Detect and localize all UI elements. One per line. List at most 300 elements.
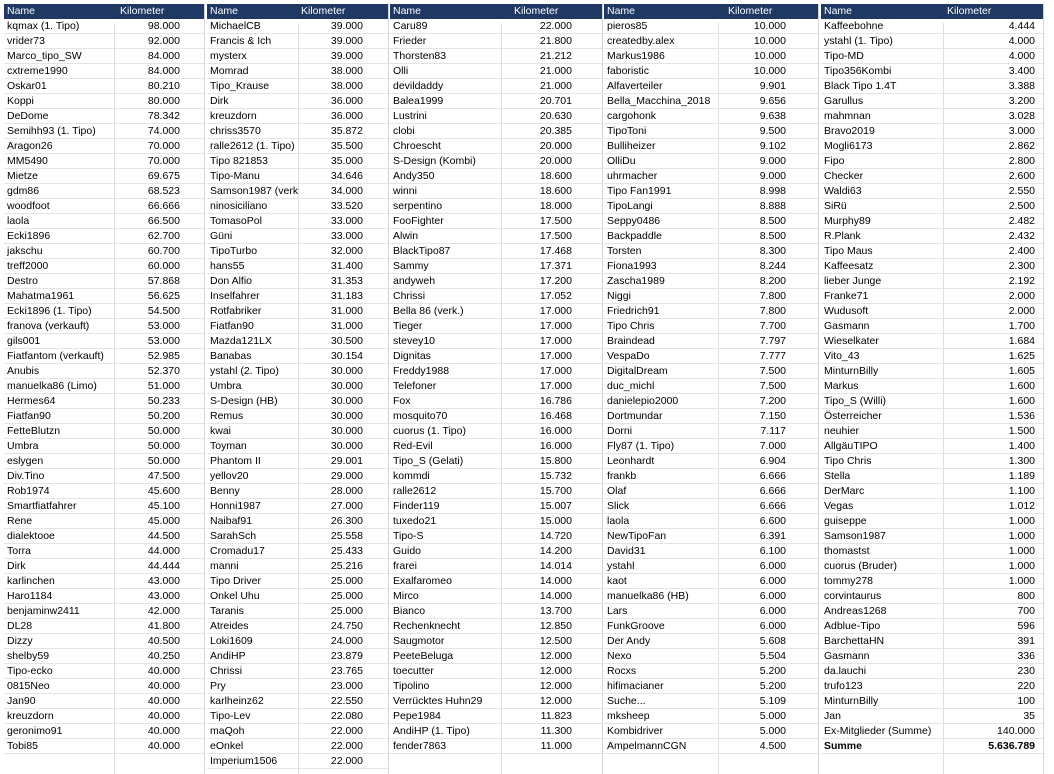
cell-name[interactable]: Tipolino — [393, 680, 430, 692]
cell-km[interactable]: 31.000 — [330, 305, 363, 317]
cell-name[interactable]: Saugmotor — [393, 635, 445, 647]
cell-name[interactable]: 0815Neo — [7, 680, 50, 692]
cell-name[interactable]: Rene — [7, 515, 33, 527]
table-row[interactable] — [207, 544, 388, 559]
cell-km[interactable]: 18.000 — [539, 200, 572, 212]
table-row[interactable] — [4, 154, 204, 169]
cell-name[interactable]: laola — [607, 515, 630, 527]
cell-km[interactable]: 1.536 — [1008, 410, 1035, 422]
cell-km[interactable]: 5.608 — [759, 635, 786, 647]
table-row[interactable] — [207, 664, 388, 679]
cell-name[interactable]: kaot — [607, 575, 627, 587]
cell-km[interactable]: 44.000 — [147, 545, 180, 557]
table-row[interactable] — [4, 604, 204, 619]
table-row[interactable] — [4, 289, 204, 304]
cell-km[interactable]: 100 — [1017, 695, 1035, 707]
table-row[interactable] — [390, 64, 602, 79]
cell-km[interactable]: 31.183 — [330, 290, 363, 302]
cell-km[interactable]: 2.550 — [1008, 185, 1035, 197]
cell-name[interactable]: Don Alfio — [210, 275, 253, 287]
table-row[interactable] — [604, 334, 818, 349]
cell-km[interactable]: 30.000 — [330, 440, 363, 452]
cell-km[interactable]: 9.102 — [759, 140, 786, 152]
cell-name[interactable]: ninosiciliano — [210, 200, 268, 212]
cell-km[interactable]: 6.100 — [759, 545, 786, 557]
cell-km[interactable]: 22.080 — [330, 710, 363, 722]
cell-name[interactable]: manni — [210, 560, 239, 572]
cell-name[interactable]: Stella — [824, 470, 851, 482]
cell-name[interactable]: AllgäuTIPO — [824, 440, 878, 452]
table-row[interactable] — [390, 94, 602, 109]
cell-name[interactable]: Dorni — [607, 425, 633, 437]
cell-km[interactable]: 7.700 — [759, 320, 786, 332]
cell-km[interactable]: 21.800 — [539, 35, 572, 47]
table-row[interactable] — [604, 739, 818, 754]
cell-km[interactable]: 6.600 — [759, 515, 786, 527]
cell-name[interactable]: Inselfahrer — [210, 290, 260, 302]
cell-name[interactable]: TipoLangi — [607, 200, 653, 212]
cell-name[interactable]: Gasmann — [824, 650, 870, 662]
table-row[interactable] — [4, 79, 204, 94]
table-row[interactable] — [4, 619, 204, 634]
table-row[interactable] — [4, 724, 204, 739]
cell-name[interactable]: Rocxs — [607, 665, 637, 677]
cell-name[interactable]: Bella 86 (verk.) — [393, 305, 464, 317]
table-row[interactable] — [390, 184, 602, 199]
cell-name[interactable]: mosquito70 — [393, 410, 448, 422]
cell-km[interactable]: 52.370 — [147, 365, 180, 377]
cell-name[interactable]: Seppy0486 — [607, 215, 661, 227]
table-row[interactable] — [604, 184, 818, 199]
cell-name[interactable]: Summe — [824, 740, 862, 752]
cell-km[interactable]: 2.192 — [1008, 275, 1035, 287]
table-row[interactable] — [821, 679, 1043, 694]
cell-km[interactable]: 69.675 — [147, 170, 180, 182]
table-row[interactable] — [821, 649, 1043, 664]
table-row[interactable] — [821, 169, 1043, 184]
cell-km[interactable]: 20.000 — [539, 155, 572, 167]
table-row[interactable] — [604, 109, 818, 124]
cell-km[interactable]: 2.800 — [1008, 155, 1035, 167]
table-row[interactable] — [604, 559, 818, 574]
table-row[interactable] — [4, 49, 204, 64]
table-row[interactable] — [4, 319, 204, 334]
table-row[interactable] — [207, 139, 388, 154]
cell-km[interactable]: 12.000 — [539, 695, 572, 707]
cell-km[interactable]: 1.600 — [1008, 395, 1035, 407]
cell-km[interactable]: 1.700 — [1008, 320, 1035, 332]
cell-km[interactable]: 1.600 — [1008, 380, 1035, 392]
cell-name[interactable]: AmpelmannCGN — [607, 740, 687, 752]
table-row[interactable] — [207, 334, 388, 349]
cell-name[interactable]: Wieselkater — [824, 335, 879, 347]
table-row[interactable] — [390, 394, 602, 409]
table-row[interactable] — [207, 169, 388, 184]
cell-name[interactable]: ralle2612 (1. Tipo) — [210, 140, 295, 152]
table-row[interactable] — [390, 319, 602, 334]
cell-km[interactable]: 24.000 — [330, 635, 363, 647]
cell-km[interactable]: 20.701 — [539, 95, 572, 107]
cell-name[interactable]: Tipo356Kombi — [824, 65, 892, 77]
cell-km[interactable]: 1.189 — [1008, 470, 1035, 482]
table-row[interactable] — [821, 529, 1043, 544]
cell-name[interactable]: Tipo-Lev — [210, 710, 251, 722]
cell-name[interactable]: Verrücktes Huhn29 — [393, 695, 483, 707]
cell-name[interactable]: Der Andy — [607, 635, 651, 647]
cell-name[interactable]: Bella_Macchina_2018 — [607, 95, 711, 107]
cell-km[interactable]: 8.888 — [759, 200, 786, 212]
table-row[interactable] — [604, 694, 818, 709]
cell-name[interactable]: FunkGroove — [607, 620, 665, 632]
cell-km[interactable]: 20.000 — [539, 140, 572, 152]
table-row[interactable] — [4, 274, 204, 289]
table-row[interactable] — [821, 379, 1043, 394]
cell-km[interactable]: 12.000 — [539, 650, 572, 662]
table-row[interactable] — [821, 19, 1043, 34]
cell-name[interactable]: danielepio2000 — [607, 395, 679, 407]
cell-km[interactable]: 6.000 — [759, 560, 786, 572]
cell-km[interactable]: 1.000 — [1008, 515, 1035, 527]
cell-name[interactable]: BlackTipo87 — [393, 245, 451, 257]
table-row[interactable] — [207, 79, 388, 94]
table-row[interactable] — [604, 589, 818, 604]
table-row[interactable] — [821, 469, 1043, 484]
cell-km[interactable]: 25.433 — [330, 545, 363, 557]
cell-km[interactable]: 9.901 — [759, 80, 786, 92]
cell-km[interactable]: 7.800 — [759, 305, 786, 317]
cell-name[interactable]: eOnkel — [210, 740, 244, 752]
cell-km[interactable]: 40.250 — [147, 650, 180, 662]
cell-name[interactable]: Honni1987 — [210, 500, 261, 512]
table-row[interactable] — [821, 79, 1043, 94]
cell-name[interactable]: ystahl — [607, 560, 635, 572]
cell-km[interactable]: 34.000 — [330, 185, 363, 197]
table-row[interactable] — [821, 724, 1043, 739]
cell-name[interactable]: Leonhardt — [607, 455, 655, 467]
cell-km[interactable]: 32.000 — [330, 245, 363, 257]
cell-km[interactable]: 8.500 — [759, 215, 786, 227]
cell-name[interactable]: Toyman — [210, 440, 247, 452]
cell-name[interactable]: Dignitas — [393, 350, 431, 362]
cell-name[interactable]: TipoTurbo — [210, 245, 258, 257]
table-row[interactable] — [821, 709, 1043, 724]
table-row[interactable] — [390, 574, 602, 589]
cell-name[interactable]: Lars — [607, 605, 628, 617]
cell-km[interactable]: 3.200 — [1008, 95, 1035, 107]
cell-name[interactable]: S-Design (Kombi) — [393, 155, 476, 167]
cell-name[interactable]: serpentino — [393, 200, 443, 212]
table-row[interactable] — [4, 199, 204, 214]
cell-km[interactable]: 40.000 — [147, 740, 180, 752]
cell-name[interactable]: treff2000 — [7, 260, 49, 272]
table-row[interactable] — [390, 139, 602, 154]
table-row[interactable] — [604, 514, 818, 529]
cell-km[interactable]: 84.000 — [147, 50, 180, 62]
cell-km[interactable]: 45.000 — [147, 515, 180, 527]
cell-name[interactable]: Pry — [210, 680, 226, 692]
cell-name[interactable]: Black Tipo 1.4T — [824, 80, 897, 92]
cell-name[interactable]: Alfaverteiler — [607, 80, 663, 92]
cell-km[interactable]: 5.200 — [759, 665, 786, 677]
table-row[interactable] — [604, 649, 818, 664]
cell-km[interactable]: 40.000 — [147, 695, 180, 707]
cell-km[interactable]: 78.342 — [147, 110, 180, 122]
cell-name[interactable]: Vito_43 — [824, 350, 860, 362]
cell-km[interactable]: 39.000 — [330, 50, 363, 62]
cell-km[interactable]: 39.000 — [330, 35, 363, 47]
cell-name[interactable]: Rotfabriker — [210, 305, 262, 317]
cell-name[interactable]: Umbra — [210, 380, 242, 392]
cell-km[interactable]: 16.000 — [539, 425, 572, 437]
table-row[interactable] — [4, 544, 204, 559]
cell-name[interactable]: Fiatfantom (verkauft) — [7, 350, 104, 362]
cell-name[interactable]: devildaddy — [393, 80, 444, 92]
table-row[interactable] — [207, 754, 388, 769]
table-row[interactable] — [821, 229, 1043, 244]
cell-name[interactable]: Balea1999 — [393, 95, 444, 107]
cell-name[interactable]: Bianco — [393, 605, 426, 617]
cell-name[interactable]: kreuzdorn — [7, 710, 54, 722]
cell-km[interactable]: 1.000 — [1008, 545, 1035, 557]
cell-km[interactable]: 39.000 — [330, 20, 363, 32]
cell-km[interactable]: 6.000 — [759, 620, 786, 632]
cell-km[interactable]: 29.000 — [330, 470, 363, 482]
table-row[interactable] — [4, 589, 204, 604]
table-row[interactable] — [604, 709, 818, 724]
table-row[interactable] — [4, 349, 204, 364]
cell-km[interactable]: 24.750 — [330, 620, 363, 632]
cell-km[interactable]: 6.000 — [759, 605, 786, 617]
cell-name[interactable]: Pepe1984 — [393, 710, 441, 722]
cell-km[interactable]: 13.700 — [539, 605, 572, 617]
cell-km[interactable]: 22.000 — [330, 740, 363, 752]
cell-name[interactable]: frarei — [393, 560, 417, 572]
table-row[interactable] — [4, 529, 204, 544]
table-row[interactable] — [821, 439, 1043, 454]
table-row[interactable] — [390, 34, 602, 49]
cell-name[interactable]: winni — [393, 185, 417, 197]
cell-km[interactable]: 31.400 — [330, 260, 363, 272]
cell-km[interactable]: 391 — [1017, 635, 1035, 647]
table-row[interactable] — [207, 454, 388, 469]
cell-km[interactable]: 9.656 — [759, 95, 786, 107]
table-row[interactable] — [207, 19, 388, 34]
table-row[interactable] — [4, 574, 204, 589]
cell-name[interactable]: Imperium1506 — [210, 755, 278, 767]
cell-name[interactable]: DeDome — [7, 110, 49, 122]
table-row[interactable] — [4, 514, 204, 529]
cell-km[interactable]: 7.777 — [759, 350, 786, 362]
table-row[interactable] — [821, 304, 1043, 319]
table-row[interactable] — [390, 499, 602, 514]
table-row[interactable] — [207, 109, 388, 124]
cell-km[interactable]: 60.700 — [147, 245, 180, 257]
table-row[interactable] — [207, 319, 388, 334]
table-row[interactable] — [821, 739, 1043, 754]
cell-name[interactable]: Caru89 — [393, 20, 428, 32]
cell-km[interactable]: 8.200 — [759, 275, 786, 287]
cell-km[interactable]: 80.210 — [147, 80, 180, 92]
table-row[interactable] — [207, 499, 388, 514]
cell-km[interactable]: 70.000 — [147, 155, 180, 167]
cell-km[interactable]: 21.000 — [539, 80, 572, 92]
cell-name[interactable]: Anubis — [7, 365, 40, 377]
table-row[interactable] — [207, 574, 388, 589]
cell-km[interactable]: 1.100 — [1008, 485, 1035, 497]
cell-km[interactable]: 5.200 — [759, 680, 786, 692]
cell-name[interactable]: Markus1986 — [607, 50, 665, 62]
table-row[interactable] — [821, 139, 1043, 154]
cell-name[interactable]: AndiHP — [210, 650, 246, 662]
cell-km[interactable]: 36.000 — [330, 95, 363, 107]
table-row[interactable] — [207, 619, 388, 634]
cell-name[interactable]: yellov20 — [210, 470, 249, 482]
cell-km[interactable]: 10.000 — [753, 65, 786, 77]
cell-km[interactable]: 40.000 — [147, 710, 180, 722]
table-row[interactable] — [390, 619, 602, 634]
cell-name[interactable]: Exalfaromeo — [393, 575, 452, 587]
table-row[interactable] — [604, 529, 818, 544]
table-row[interactable] — [604, 94, 818, 109]
cell-name[interactable]: tommy278 — [824, 575, 874, 587]
cell-km[interactable]: 33.520 — [330, 200, 363, 212]
cell-name[interactable]: Francis & Ich — [210, 35, 272, 47]
table-row[interactable] — [4, 214, 204, 229]
cell-name[interactable]: FetteBlutzn — [7, 425, 61, 437]
cell-km[interactable]: 2.862 — [1008, 140, 1035, 152]
cell-km[interactable]: 15.000 — [539, 515, 572, 527]
table-row[interactable] — [604, 724, 818, 739]
cell-km[interactable]: 41.800 — [147, 620, 180, 632]
cell-name[interactable]: Fiona1993 — [607, 260, 657, 272]
cell-name[interactable]: DL28 — [7, 620, 33, 632]
cell-km[interactable]: 5.000 — [759, 725, 786, 737]
cell-name[interactable]: kreuzdorn — [210, 110, 257, 122]
cell-name[interactable]: OlliDu — [607, 155, 636, 167]
cell-km[interactable]: 18.600 — [539, 185, 572, 197]
cell-km[interactable]: 230 — [1017, 665, 1035, 677]
table-row[interactable] — [4, 664, 204, 679]
cell-name[interactable]: VespaDo — [607, 350, 650, 362]
cell-name[interactable]: Tipo_S (Gelati) — [393, 455, 464, 467]
cell-km[interactable]: 7.500 — [759, 380, 786, 392]
table-row[interactable] — [390, 514, 602, 529]
cell-km[interactable]: 17.000 — [539, 320, 572, 332]
cell-km[interactable]: 25.000 — [330, 605, 363, 617]
table-row[interactable] — [390, 679, 602, 694]
cell-name[interactable]: Telefoner — [393, 380, 437, 392]
cell-km[interactable]: 22.000 — [330, 755, 363, 767]
cell-name[interactable]: Ex-Mitglieder (Summe) — [824, 725, 932, 737]
cell-name[interactable]: Zascha1989 — [607, 275, 665, 287]
cell-name[interactable]: Dizzy — [7, 635, 33, 647]
cell-name[interactable]: MM5490 — [7, 155, 48, 167]
cell-km[interactable]: 35.872 — [330, 125, 363, 137]
cell-km[interactable]: 7.150 — [759, 410, 786, 422]
table-row[interactable] — [4, 64, 204, 79]
cell-km[interactable]: 17.000 — [539, 365, 572, 377]
table-row[interactable] — [4, 439, 204, 454]
cell-name[interactable]: Adblue-Tipo — [824, 620, 881, 632]
cell-name[interactable]: Fiatfan90 — [210, 320, 254, 332]
table-row[interactable] — [4, 409, 204, 424]
cell-km[interactable]: 25.000 — [330, 590, 363, 602]
cell-name[interactable]: Koppi — [7, 95, 34, 107]
cell-km[interactable]: 92.000 — [147, 35, 180, 47]
cell-km[interactable]: 54.500 — [147, 305, 180, 317]
table-row[interactable] — [604, 469, 818, 484]
cell-km[interactable]: 18.600 — [539, 170, 572, 182]
cell-name[interactable]: Waldi63 — [824, 185, 862, 197]
cell-km[interactable]: 5.000 — [759, 710, 786, 722]
table-row[interactable] — [604, 574, 818, 589]
cell-km[interactable]: 2.500 — [1008, 200, 1035, 212]
cell-name[interactable]: Rechenknecht — [393, 620, 461, 632]
cell-km[interactable]: 25.216 — [330, 560, 363, 572]
table-row[interactable] — [207, 724, 388, 739]
cell-km[interactable]: 17.371 — [539, 260, 572, 272]
cell-km[interactable]: 50.200 — [147, 410, 180, 422]
cell-km[interactable]: 29.001 — [330, 455, 363, 467]
table-row[interactable] — [821, 334, 1043, 349]
table-row[interactable] — [821, 499, 1043, 514]
cell-km[interactable]: 8.500 — [759, 230, 786, 242]
table-row[interactable] — [4, 34, 204, 49]
cell-name[interactable]: clobi — [393, 125, 415, 137]
cell-name[interactable]: Naibaf91 — [210, 515, 253, 527]
table-row[interactable] — [207, 709, 388, 724]
table-row[interactable] — [4, 139, 204, 154]
cell-km[interactable]: 51.000 — [147, 380, 180, 392]
cell-km[interactable]: 16.468 — [539, 410, 572, 422]
cell-km[interactable]: 15.732 — [539, 470, 572, 482]
cell-name[interactable]: Tipo_Krause — [210, 80, 270, 92]
table-row[interactable] — [604, 634, 818, 649]
table-row[interactable] — [604, 169, 818, 184]
table-row[interactable] — [4, 334, 204, 349]
table-row[interactable] — [207, 424, 388, 439]
cell-name[interactable]: mahmnan — [824, 110, 871, 122]
cell-name[interactable]: Dortmundar — [607, 410, 663, 422]
cell-km[interactable]: 10.000 — [753, 20, 786, 32]
table-row[interactable] — [207, 589, 388, 604]
table-row[interactable] — [821, 619, 1043, 634]
cell-km[interactable]: 31.353 — [330, 275, 363, 287]
cell-name[interactable]: Red-Evil — [393, 440, 433, 452]
cell-km[interactable]: 6.000 — [759, 590, 786, 602]
cell-name[interactable]: Mazda121LX — [210, 335, 272, 347]
cell-km[interactable]: 9.638 — [759, 110, 786, 122]
table-row[interactable] — [207, 199, 388, 214]
table-row[interactable] — [207, 259, 388, 274]
cell-km[interactable]: 1.012 — [1008, 500, 1035, 512]
cell-name[interactable]: Taranis — [210, 605, 244, 617]
cell-km[interactable]: 22.000 — [539, 20, 572, 32]
cell-km[interactable]: 25.000 — [330, 575, 363, 587]
table-row[interactable] — [821, 394, 1043, 409]
table-row[interactable] — [390, 334, 602, 349]
table-row[interactable] — [390, 19, 602, 34]
cell-name[interactable]: Alwin — [393, 230, 419, 242]
cell-name[interactable]: Phantom II — [210, 455, 261, 467]
cell-name[interactable]: jakschu — [7, 245, 43, 257]
table-row[interactable] — [821, 244, 1043, 259]
cell-name[interactable]: Tipo_S (Willi) — [824, 395, 887, 407]
table-row[interactable] — [821, 664, 1043, 679]
table-row[interactable] — [390, 364, 602, 379]
table-row[interactable] — [390, 214, 602, 229]
cell-name[interactable]: NewTipoFan — [607, 530, 667, 542]
